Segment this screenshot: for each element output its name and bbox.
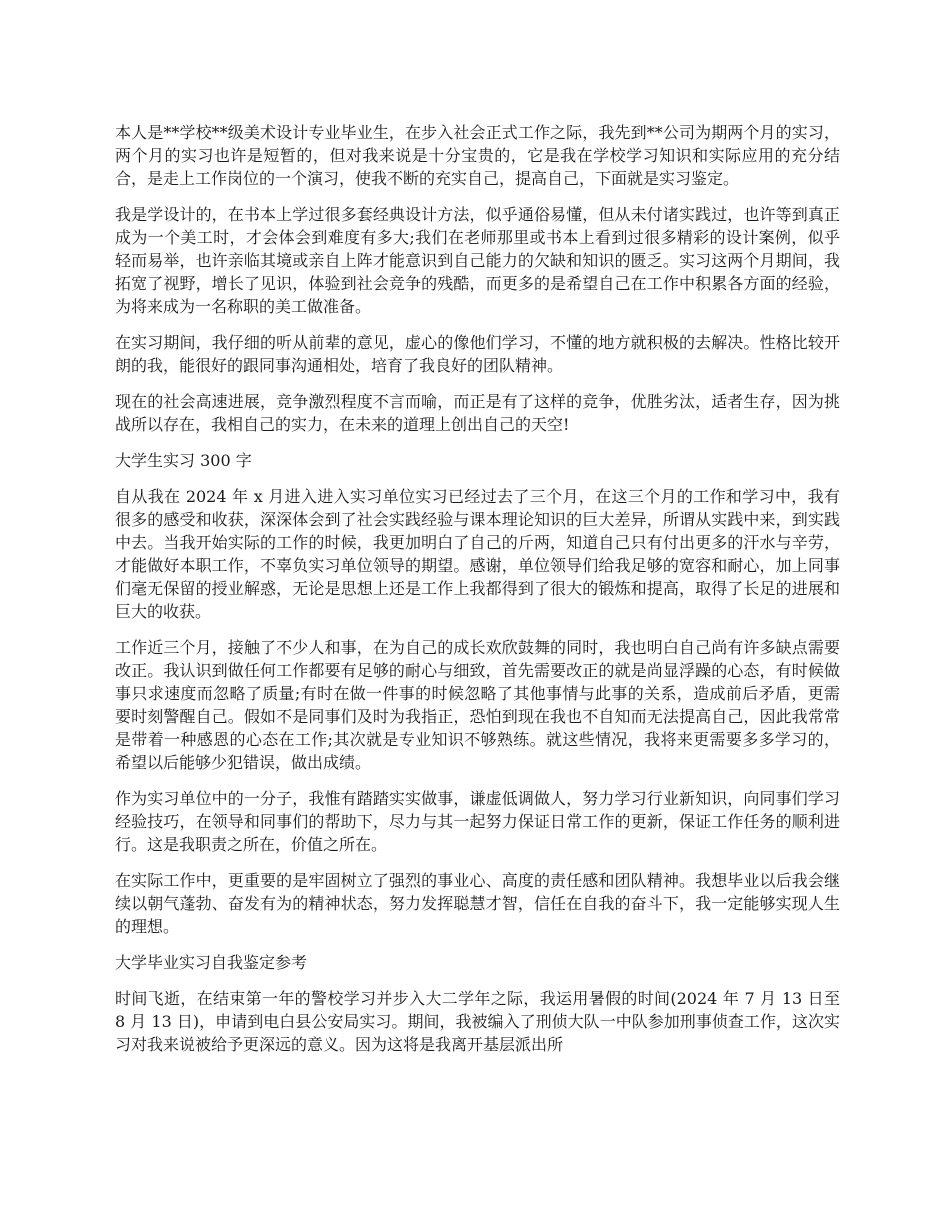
paragraph: 在实际工作中，更重要的是牢固树立了强烈的事业心、高度的责任感和团队精神。我想毕业以后我会继续以朝气蓬勃、奋发有为的精神状态，努力发挥聪慧才智，信任在自我的奋斗下，我一定能够实现人生的理想。	[115, 871, 840, 936]
paragraph: 作为实习单位中的一分子，我惟有踏踏实实做事，谦虚低调做人，努力学习行业新知识，向同事们学习经验技巧，在领导和同事们的帮助下，尽力与其一起努力保证日常工作的更新，保证工作任务的顺利进行。这是我职责之所在，价值之所在。	[115, 789, 840, 854]
paragraph: 自从我在 2024 年 x 月进入进入实习单位实习已经过去了三个月，在这三个月的工作和学习中，我有很多的感受和收获，深深体会到了社会实践经验与课本理论知识的巨大差异，所谓从实践中来，到实践中去。当我开始实际的工作的时候，我更加明白了自己的斤两，知道自己只有付出更多的汗水与辛劳，才能做好本职工作，不辜负实习单位领导的期望。感谢，单位领导们给我足够的宽容和耐心，加上同事们毫无保留的授业解惑，无论是思想上还是工作上我都得到了很大的锻炼和提高，取得了长足的进展和巨大的收获。	[115, 487, 840, 621]
paragraph: 工作近三个月，接触了不少人和事，在为自己的成长欢欣鼓舞的同时，我也明白自己尚有许多缺点需要改正。我认识到做任何工作都要有足够的耐心与细致，首先需要改正的就是尚显浮躁的心态，有时候做事只求速度而忽略了质量;有时在做一件事的时候忽略了其他事情与此事的关系，造成前后矛盾，更需要时刻警醒自己。假如不是同事们及时为我指正，恐怕到现在我也不自知而无法提高自己，因此我常常是带着一种感恩的心态在工作;其次就是专业知识不够熟练。就这些情况，我将来更需要多多学习的，希望以后能够少犯错误，做出成绩。	[115, 638, 840, 772]
section-heading: 大学生实习 300 字	[115, 451, 252, 470]
paragraph: 本人是**学校**级美术设计专业毕业生，在步入社会正式工作之际，我先到**公司为期两个月的实习，两个月的实习也许是短暂的，但对我来说是十分宝贵的，它是我在学校学习知识和实际应用的充分结合，是走上工作岗位的一个演习，使我不断的充实自己，提高自己，下面就是实习鉴定。	[115, 123, 840, 188]
section-heading: 大学毕业实习自我鉴定参考	[115, 953, 308, 972]
document-body	[115, 121, 840, 1069]
paragraph: 我是学设计的，在书本上学过很多套经典设计方法，似乎通俗易懂，但从未付诸实践过，也许等到真正成为一个美工时，才会体会到难度有多大;我们在老师那里或书本上看到过很多精彩的设计案例，似乎轻而易举，也许亲临其境或亲自上阵才能意识到自己能力的欠缺和知识的匮乏。实习这两个月期间，我拓宽了视野，增长了见识，体验到社会竞争的残酷，而更多的是希望自己在工作中积累各方面的经验，为将来成为一名称职的美工做准备。	[115, 205, 840, 316]
paragraph: 在实习期间，我仔细的听从前辈的意见，虚心的像他们学习，不懂的地方就积极的去解决。性格比较开朗的我，能很好的跟同事沟通相处，培育了我良好的团队精神。	[115, 333, 840, 375]
paragraph: 时间飞逝，在结束第一年的警校学习并步入大二学年之际，我运用暑假的时间(2024 年 7 月 13 日至 8 月 13 日)，申请到电白县公安局实习。期间，我被编入了刑侦大队一中队参加刑事侦查工作，这次实习对我来说被给予更深远的意义。因为这将是我离开基层派出所	[115, 989, 840, 1054]
paragraph: 现在的社会高速进展，竞争激烈程度不言而喻，而正是有了这样的竞争，优胜劣汰，适者生存，因为挑战所以存在，我相自己的实力，在未来的道理上创出自己的天空!	[115, 392, 840, 434]
